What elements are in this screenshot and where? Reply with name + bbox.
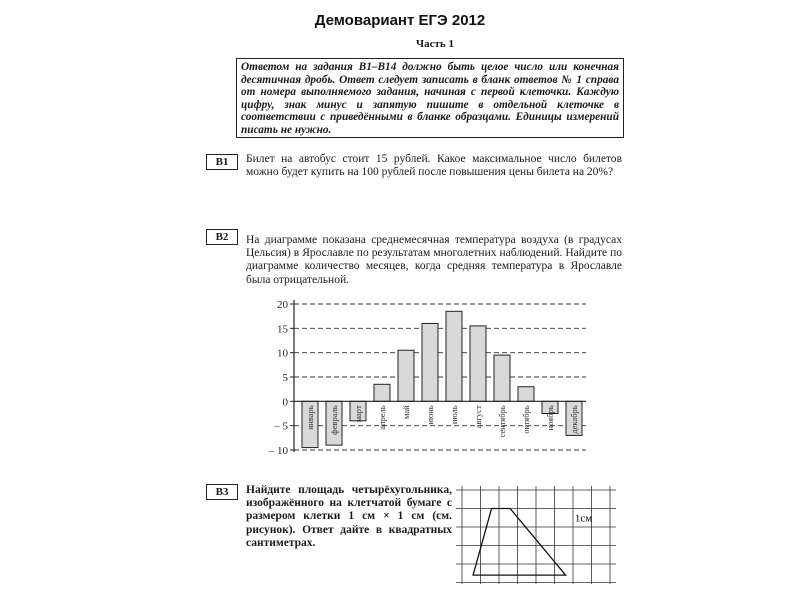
bar-сентябрь [494,355,510,401]
question-text-b3: Найдите площадь четырёхугольника, изображённого на клетчатой бумаге с размером клетки 1 см × 1 см (см. рисунок). Ответ дайте в квадратных сантиметрах. [246,484,452,549]
part-heading: Часть 1 [416,38,454,50]
y-tick-label: 20 [277,299,288,311]
question-tag-b1: B1 [206,154,238,170]
y-tick-label: 0 [282,396,288,409]
bar-июнь [422,323,438,401]
grid-paper-figure [456,484,616,584]
y-tick-label: 5 [282,372,288,384]
x-tick-label: сентябрь [497,405,507,438]
question-text-b2: На диаграмме показана среднемесячная температура воздуха (в градусах Цельсия) в Ярославле по результатам многолетних наблюдений. Найдите по диаграмме количество месяцев, когда средняя температура в Ярославле была отрицательной. [246,234,622,286]
x-tick-label: ноябрь [545,405,555,431]
x-tick-label: май [401,405,411,419]
x-tick-label: апрель [377,405,387,430]
question-tag-b3: B3 [206,484,238,500]
instructions-box: Ответом на задания В1–В14 должно быть целое число или конечная десятичная дробь. Ответ следует записать в бланк ответов № 1 справа от номера выполняемого задания, начиная с первой клеточки. Каждую цифру, знак минус и запятую пишите в отдельной клеточке в соответствии с приведёнными в бланке образцами. Единицы измерений писать не нужно. [236,58,624,138]
y-tick-label: – 5 [274,420,288,433]
quadrilateral-shape [473,509,565,576]
x-tick-label: октябрь [521,405,531,434]
x-tick-label: декабрь [569,405,579,434]
bar-май [398,350,414,401]
x-tick-label: июнь [425,405,435,425]
bar-июль [446,311,462,401]
question-tag-b2: B2 [206,229,238,245]
temperature-bar-chart [250,292,600,464]
y-tick-label: – 10 [268,445,288,457]
bar-август [470,326,486,401]
grid-scale-label: 1см [574,512,593,525]
question-text-b1: Билет на автобус стоит 15 рублей. Какое максимальное число билетов можно будет купить на 100 рублей после повышения цены билета на 20%? [246,153,622,179]
x-tick-label: март [353,405,363,423]
y-tick-label: 15 [277,323,288,336]
x-tick-label: август [473,405,483,429]
y-tick-label: 10 [277,347,288,360]
page-title: Демовариант ЕГЭ 2012 [314,12,486,29]
x-tick-label: февраль [329,405,339,435]
x-tick-label: январь [305,405,315,430]
bar-апрель [374,384,390,401]
x-tick-label: июль [449,405,459,425]
bar-октябрь [518,387,534,402]
